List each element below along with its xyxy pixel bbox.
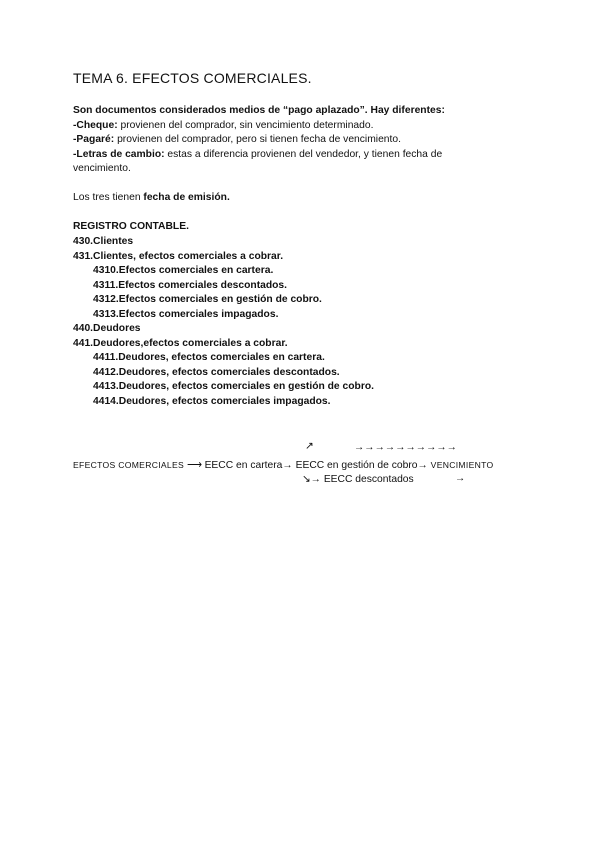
type-pagare: [73, 134, 401, 145]
flow-descontados: EECC descontados: [323, 474, 414, 485]
account-item: 441.Deudores,efectos comerciales a cobrar.: [73, 337, 288, 349]
type-cheque: [73, 120, 373, 131]
arrow-icon: →: [282, 460, 296, 471]
type-text: provienen del comprador, sin vencimiento determinado.: [117, 120, 374, 131]
account-item: 4311.Efectos comerciales descontados.: [93, 279, 288, 291]
arrow-icon: →: [310, 474, 324, 485]
account-item: 440.Deudores: [73, 323, 141, 334]
account-item: 4312.Efectos comerciales en gestión de cobro.: [93, 294, 322, 305]
flow-descontados-row: [302, 473, 414, 485]
flow-end: VENCIMIENTO: [430, 460, 494, 470]
down-arrow-icon: ↘: [302, 474, 311, 485]
page-title: TEMA 6. EFECTOS COMERCIALES.: [73, 70, 312, 86]
account-item: 4310.Efectos comerciales en cartera.: [93, 265, 274, 276]
account-item: 4412.Deudores, efectos comerciales descontados.: [93, 366, 340, 378]
account-item: 4413.Deudores, efectos comerciales en gestión de cobro.: [93, 381, 374, 392]
arrow-icon: ⟶: [184, 460, 205, 471]
intro-text: Son documentos considerados medios de “pago aplazado”. Hay diferentes:: [73, 105, 445, 116]
top-arrows: →→→→→→→→→→: [354, 442, 457, 453]
account-item: 4411.Deudores, efectos comerciales en cartera.: [93, 352, 325, 363]
registro-heading: REGISTRO CONTABLE.: [73, 221, 189, 232]
account-item: 4414.Deudores, efectos comerciales impagados.: [93, 395, 331, 407]
arrow-icon: →: [417, 460, 431, 471]
up-arrow-icon: ↗: [305, 441, 314, 452]
type-label: -Letras de cambio:: [73, 149, 165, 160]
type-text: provienen del comprador, pero si tienen fecha de vencimiento.: [114, 134, 401, 145]
type-text: estas a diferencia provienen del vendedor, y tienen fecha de: [164, 149, 443, 160]
type-letras-continued: vencimiento.: [73, 163, 131, 174]
type-letras: [73, 149, 442, 160]
flow-gestion: EECC en gestión de cobro: [295, 460, 418, 471]
flow-start: EFECTOS COMERCIALES: [73, 460, 185, 470]
emission-bold: fecha de emisión.: [143, 192, 230, 203]
arrow-icon: →: [455, 473, 466, 484]
emission-prefix: Los tres tienen: [73, 192, 144, 203]
account-item: 430.Clientes: [73, 236, 134, 247]
emission-sentence: [73, 192, 230, 203]
type-label: -Pagaré:: [73, 134, 115, 145]
account-item: 4313.Efectos comerciales impagados.: [93, 308, 279, 320]
flow-cartera: EECC en cartera: [204, 460, 283, 471]
flow-main-row: [73, 459, 494, 471]
account-item: 431.Clientes, efectos comerciales a cobrar.: [73, 250, 284, 262]
type-label: -Cheque:: [73, 120, 118, 131]
